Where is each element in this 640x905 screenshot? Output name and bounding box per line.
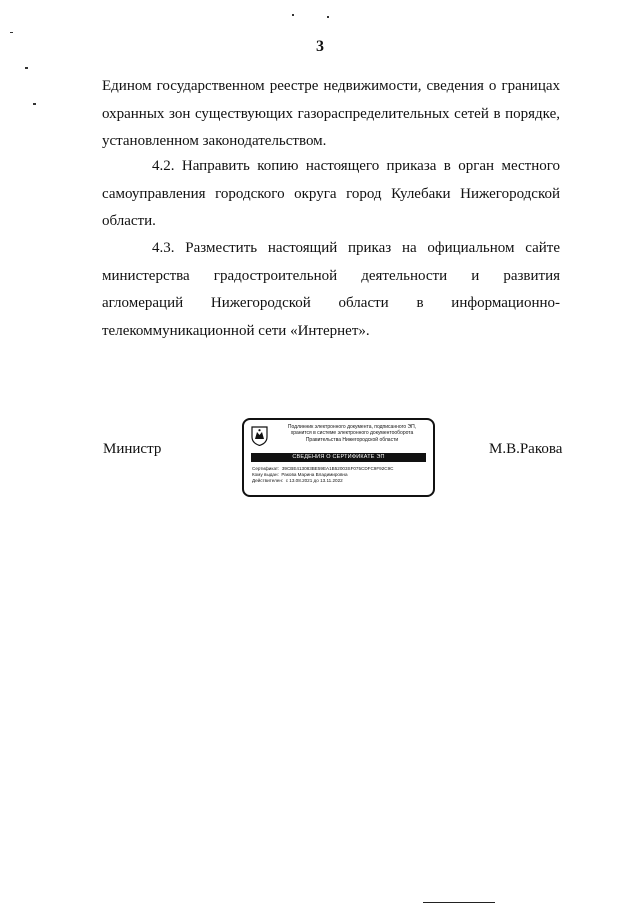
stamp-header: Подлинник электронного документа, подписанного ЭП, хранится в системе электронного документооборота Правительства Нижегородской области [287, 424, 417, 443]
scan-speck [33, 103, 36, 105]
scan-speck [292, 14, 294, 16]
scan-speck [10, 32, 13, 33]
paragraph-4-2: 4.2. Направить копию настоящего приказа в орган местного самоуправления городского округа город Кулебаки Нижегородской области. [102, 158, 560, 229]
electronic-signature-stamp [242, 418, 435, 497]
page-number: 3 [316, 38, 324, 55]
paragraph-continuation: Едином государственном реестре недвижимости, сведения о границах охранных зон существующих газораспределительных сетей в порядке, установленном законодательством. [102, 78, 560, 149]
bottom-rule [423, 902, 495, 903]
scan-speck [327, 16, 329, 18]
paragraph-4-3: 4.3. Разместить настоящий приказ на официальном сайте министерства градостроительной деятельности и развития агломераций Нижегородской области в информационно-телекоммуникационной сети «Интернет». [102, 240, 560, 339]
certificate-number-line: Сертификат: 39CBE413083BE59EA1B52003SF075CDFC9F92C9C [252, 466, 394, 471]
certificate-info-bar: СВЕДЕНИЯ О СЕРТИФИКАТЕ ЭП [251, 453, 426, 462]
certificate-validity-line: Действителен: с 13.08.2021 до 13.11.2022 [252, 478, 343, 484]
signatory-name: М.В.Ракова [489, 441, 563, 457]
signatory-position: Министр [103, 441, 162, 457]
coat-of-arms-icon [251, 426, 268, 446]
scan-speck [25, 67, 28, 69]
certificate-owner-line: Кому выдан: Ракова Марина Владимировна [252, 472, 348, 478]
certificate-details [252, 466, 430, 485]
